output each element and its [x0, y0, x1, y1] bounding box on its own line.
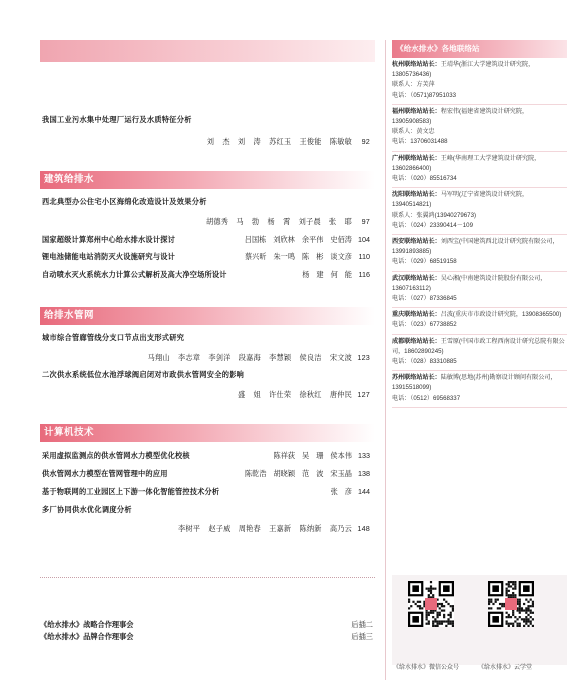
entry-authors: 陈祥荻 吴 珊 侯本伟	[273, 451, 352, 460]
station-body: 王峰(华南理工大学建筑设计研究院，13602866400)	[392, 154, 541, 172]
toc-entry[interactable]	[42, 115, 372, 149]
toc-entry[interactable]	[42, 333, 372, 365]
qr-code-icon[interactable]	[408, 581, 454, 627]
station-phone: 电话：（020）85516734	[392, 175, 457, 183]
station-head: 福州联络站站长：	[392, 107, 441, 115]
entry-authors: 张 彦	[330, 487, 352, 496]
station-phone: 电话：（029）68519158	[392, 258, 457, 266]
entry-authors: 马翔山 李志章 李剑洋 段嘉海 李慧颖 侯良洁 宋文波	[147, 353, 352, 362]
station-item	[392, 58, 567, 105]
qr-code-icon[interactable]	[488, 581, 534, 627]
entry-title: 基于物联网的工业园区上下游一体化智能管控技术分析	[42, 487, 220, 496]
station-head: 武汉联络站站长：	[392, 274, 441, 282]
entry-title: 多厂协同供水优化调度分析	[42, 505, 132, 514]
section-heading: 建筑给排水	[40, 171, 375, 189]
partner-page: 后插三	[351, 632, 373, 641]
entry-page: 110	[358, 252, 370, 261]
station-body: 王雪原(中国市政工程西南设计研究总院有限公司，18602890245)	[392, 337, 565, 355]
entry-authors: 杨 建 何 能	[302, 270, 352, 279]
entry-page: 144	[358, 487, 370, 496]
station-head: 西安联络站站长：	[392, 238, 441, 246]
partner-item[interactable]	[40, 632, 375, 644]
station-head: 沈阳联络站站长：	[392, 191, 441, 199]
toc-entry[interactable]	[42, 469, 372, 481]
partner-list	[40, 620, 375, 644]
station-phone: 电话：（024）23390414－109	[392, 221, 473, 229]
entry-page: 148	[357, 524, 370, 533]
station-body: 马军明(辽宁省建筑设计研究院，13940514821)	[392, 191, 529, 209]
station-contact: 联系人：张翼鸿(13940279673)	[392, 211, 476, 219]
station-body: 吕波(重庆市市政设计研究院，13908365500)	[440, 311, 562, 319]
entry-page: 127	[357, 390, 370, 399]
entry-page: 138	[358, 469, 370, 478]
toc-entry[interactable]	[42, 370, 372, 402]
section-heading: 计算机技术	[40, 424, 375, 442]
toc-entry[interactable]	[42, 505, 372, 536]
entry-title: 锂电池储能电站消防灭火设施研究与设计	[42, 252, 175, 261]
station-item	[392, 188, 567, 235]
entry-page: 116	[358, 270, 370, 279]
station-phone: 电话：13706031488	[392, 138, 448, 146]
entry-authors: 刘 杰 刘 涛 苏红玉 王俊能 陈敏敏	[206, 137, 352, 146]
station-body: 程宏伟(福建省建筑设计研究院，13905908583)	[392, 107, 529, 126]
entry-authors: 蔡兴昕 朱一鸣 陈 彬 谈文彦	[244, 252, 352, 261]
qr-caption: 《给水排水》云学堂	[478, 665, 533, 671]
station-body: 吴心湘(中南建筑设计院股份有限公司，13607163112)	[392, 274, 547, 292]
toc-entry[interactable]	[42, 235, 372, 247]
station-head: 苏州联络站站长：	[392, 374, 441, 382]
partner-item[interactable]	[40, 620, 375, 632]
toc-entry[interactable]	[42, 487, 372, 499]
station-phone: 电话：（023）67738852	[392, 321, 457, 329]
station-phone: 电话：（0571)87951033	[392, 91, 457, 99]
entry-authors: 吕国栋 刘欣林 余平伟 史佰涛	[244, 235, 352, 244]
station-contact: 联系人：方芙萍	[392, 81, 435, 89]
section-heading: 给排水管网	[40, 307, 375, 325]
station-head: 成都联络站站长：	[392, 337, 441, 345]
station-phone: 电话：（028）83310885	[392, 358, 457, 366]
entry-title: 二次供水系统低位水池浮球阀启闭对市政供水管网安全的影响	[42, 370, 245, 379]
entry-authors: 盛 姐 许仕荣 徐秋红 唐仲民	[237, 390, 352, 399]
station-item	[392, 105, 567, 152]
top-decor-band	[40, 40, 375, 62]
station-phone: 电话：（0512）69568337	[392, 394, 461, 402]
station-list	[392, 58, 567, 408]
entry-title: 采用虚拟监测点的供水管网水力模型优化校核	[42, 451, 190, 460]
station-item	[392, 371, 567, 408]
entry-title: 城市综合管廊管线分支口节点出支形式研究	[42, 333, 185, 342]
station-item	[392, 308, 567, 334]
entry-page: 123	[357, 353, 370, 362]
station-body: 陆敏博(思地(苏州)勘察设计顾问有限公司，13915518099)	[392, 374, 557, 392]
station-body: 刘西宝(中国建筑西北设计研究院有限公司，13991893885)	[392, 238, 559, 256]
station-item	[392, 235, 567, 272]
station-head: 重庆联络站站长：	[392, 311, 441, 319]
column-divider	[385, 40, 386, 680]
entry-page: 92	[361, 137, 370, 146]
divider	[40, 577, 375, 578]
station-contact: 联系人：黄文忠	[392, 128, 435, 136]
entry-authors: 胡德秀 马 勃 杨 霄 刘子晨 张 耶	[205, 217, 352, 226]
toc-entry[interactable]	[42, 451, 372, 463]
station-phone: 电话：（027）87336845	[392, 295, 457, 303]
toc-entry[interactable]	[42, 197, 372, 229]
station-item	[392, 335, 567, 372]
partner-title: 《给水排水》品牌合作理事会	[40, 632, 134, 641]
station-body: 王靖华(浙江大学建筑设计研究院，13805736436)	[392, 61, 535, 79]
station-item	[392, 152, 567, 189]
entry-title: 西北典型办公住宅小区海绵化改造设计及效果分析	[42, 197, 207, 206]
sidebar-heading: 《给水排水》各地联络站	[392, 40, 567, 58]
partner-page: 后插二	[351, 620, 373, 629]
entry-title: 我国工业污水集中处理厂运行及水质特征分析	[42, 115, 192, 124]
entry-title: 供水管网水力模型在管网管理中的应用	[42, 469, 168, 478]
entry-page: 133	[358, 451, 370, 460]
toc-entry[interactable]	[42, 252, 372, 264]
station-item	[392, 272, 567, 309]
toc-entry[interactable]	[42, 270, 372, 282]
entry-authors: 陈乾浩 胡晓颖 范 波 宋玉晶	[244, 469, 352, 478]
station-head: 广州联络站站长：	[392, 154, 441, 162]
station-head: 杭州联络站站长：	[392, 61, 441, 68]
entry-title: 国家超级计算郑州中心给水排水设计探讨	[42, 235, 175, 244]
entry-title: 自动喷水灭火系统水力计算公式解析及高大净空场所设计	[42, 270, 227, 279]
qr-caption: 《给水排水》微信公众号	[393, 665, 460, 671]
qr-area	[392, 575, 567, 665]
entry-page: 97	[361, 217, 370, 226]
entry-page: 104	[358, 235, 370, 244]
contents-column	[40, 0, 375, 680]
partner-title: 《给水排水》战略合作理事会	[40, 620, 134, 629]
sidebar	[392, 40, 567, 408]
entry-authors: 李树平 赵子威 周艳春 王嘉新 陈纳新 高乃云	[178, 524, 352, 533]
